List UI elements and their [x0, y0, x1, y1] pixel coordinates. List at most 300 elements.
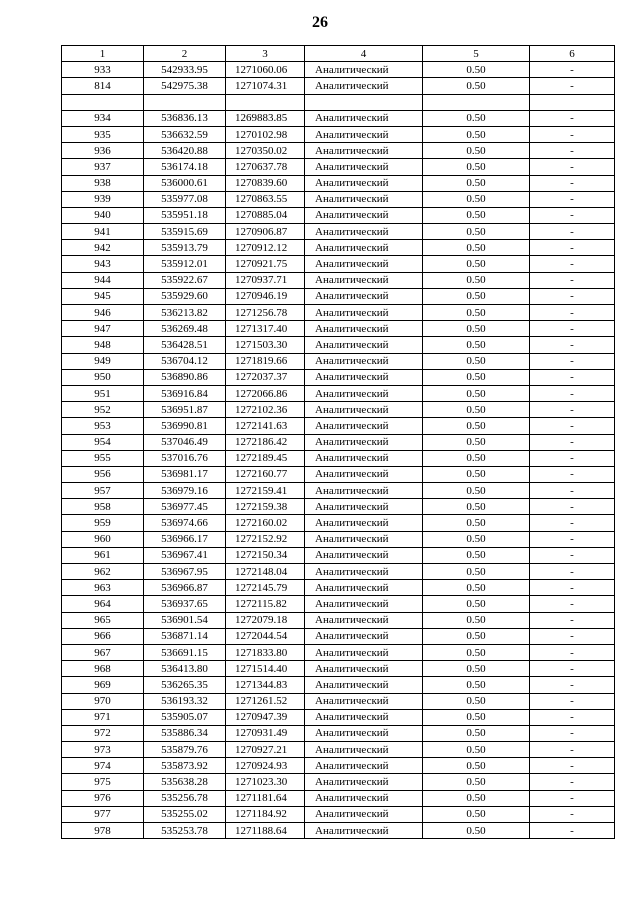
note-cell: -: [530, 499, 615, 515]
x-coordinate-cell: 535977.08: [144, 191, 226, 207]
y-coordinate-cell: 1270863.55: [226, 191, 305, 207]
method-cell: Аналитический: [305, 564, 423, 580]
note-cell: -: [530, 758, 615, 774]
x-coordinate-cell: 536174.18: [144, 159, 226, 175]
x-coordinate-cell: 535913.79: [144, 240, 226, 256]
accuracy-cell: 0.50: [423, 337, 530, 353]
accuracy-cell: 0.50: [423, 774, 530, 790]
method-cell: Аналитический: [305, 790, 423, 806]
x-coordinate-cell: 536974.66: [144, 515, 226, 531]
point-number-cell: 944: [62, 272, 144, 288]
x-coordinate-cell: 536269.48: [144, 321, 226, 337]
accuracy-cell: 0.50: [423, 402, 530, 418]
accuracy-cell: 0.50: [423, 531, 530, 547]
table-row: [62, 175, 615, 191]
y-coordinate-cell: 1271819.66: [226, 353, 305, 369]
method-cell: Аналитический: [305, 288, 423, 304]
accuracy-cell: 0.50: [423, 288, 530, 304]
point-number-cell: 967: [62, 644, 144, 660]
note-cell: -: [530, 644, 615, 660]
note-cell: -: [530, 790, 615, 806]
y-coordinate-cell: 1271261.52: [226, 693, 305, 709]
method-cell: Аналитический: [305, 191, 423, 207]
point-number-cell: 934: [62, 110, 144, 126]
note-cell: -: [530, 78, 615, 94]
method-cell: Аналитический: [305, 62, 423, 78]
method-cell: Аналитический: [305, 806, 423, 822]
point-number-cell: 936: [62, 143, 144, 159]
point-number-cell: 938: [62, 175, 144, 191]
method-cell: Аналитический: [305, 547, 423, 563]
table-row: [62, 191, 615, 207]
point-number-cell: 939: [62, 191, 144, 207]
note-cell: -: [530, 823, 615, 839]
y-coordinate-cell: [226, 94, 305, 110]
y-coordinate-cell: 1272189.45: [226, 450, 305, 466]
accuracy-cell: 0.50: [423, 644, 530, 660]
x-coordinate-cell: 536966.17: [144, 531, 226, 547]
note-cell: -: [530, 418, 615, 434]
y-coordinate-cell: 1270921.75: [226, 256, 305, 272]
x-coordinate-cell: 536000.61: [144, 175, 226, 191]
note-cell: -: [530, 677, 615, 693]
note-cell: -: [530, 774, 615, 790]
table-row: [62, 531, 615, 547]
point-number-cell: 958: [62, 499, 144, 515]
accuracy-cell: 0.50: [423, 207, 530, 223]
x-coordinate-cell: 535929.60: [144, 288, 226, 304]
table-row: [62, 143, 615, 159]
y-coordinate-cell: 1269883.85: [226, 110, 305, 126]
x-coordinate-cell: 536916.84: [144, 385, 226, 401]
accuracy-cell: 0.50: [423, 450, 530, 466]
method-cell: Аналитический: [305, 337, 423, 353]
table-row: [62, 466, 615, 482]
x-coordinate-cell: 535879.76: [144, 742, 226, 758]
note-cell: -: [530, 385, 615, 401]
x-coordinate-cell: 536981.17: [144, 466, 226, 482]
y-coordinate-cell: 1270102.98: [226, 126, 305, 142]
method-cell: Аналитический: [305, 677, 423, 693]
accuracy-cell: 0.50: [423, 353, 530, 369]
x-coordinate-cell: 537046.49: [144, 434, 226, 450]
x-coordinate-cell: 536967.41: [144, 547, 226, 563]
y-coordinate-cell: 1270906.87: [226, 224, 305, 240]
note-cell: -: [530, 806, 615, 822]
y-coordinate-cell: 1270937.71: [226, 272, 305, 288]
point-number-cell: 961: [62, 547, 144, 563]
method-cell: Аналитический: [305, 725, 423, 741]
method-cell: Аналитический: [305, 466, 423, 482]
method-cell: Аналитический: [305, 207, 423, 223]
method-cell: Аналитический: [305, 321, 423, 337]
x-coordinate-cell: 535253.78: [144, 823, 226, 839]
note-cell: -: [530, 402, 615, 418]
note-cell: -: [530, 337, 615, 353]
point-number-cell: 945: [62, 288, 144, 304]
y-coordinate-cell: 1272186.42: [226, 434, 305, 450]
point-number-cell: 814: [62, 78, 144, 94]
table-row: [62, 78, 615, 94]
x-coordinate-cell: 542975.38: [144, 78, 226, 94]
accuracy-cell: 0.50: [423, 742, 530, 758]
accuracy-cell: 0.50: [423, 725, 530, 741]
y-coordinate-cell: 1272145.79: [226, 580, 305, 596]
x-coordinate-cell: 536871.14: [144, 628, 226, 644]
method-cell: Аналитический: [305, 612, 423, 628]
table-row: [62, 483, 615, 499]
method-cell: Аналитический: [305, 385, 423, 401]
method-cell: Аналитический: [305, 143, 423, 159]
point-number-cell: 951: [62, 385, 144, 401]
note-cell: -: [530, 612, 615, 628]
method-cell: Аналитический: [305, 580, 423, 596]
table-row: [62, 661, 615, 677]
x-coordinate-cell: [144, 94, 226, 110]
note-cell: [530, 94, 615, 110]
note-cell: -: [530, 224, 615, 240]
x-coordinate-cell: 535256.78: [144, 790, 226, 806]
table-row: [62, 628, 615, 644]
note-cell: -: [530, 693, 615, 709]
accuracy-cell: 0.50: [423, 499, 530, 515]
accuracy-cell: 0.50: [423, 483, 530, 499]
y-coordinate-cell: 1272044.54: [226, 628, 305, 644]
table-row: [62, 580, 615, 596]
x-coordinate-cell: 537016.76: [144, 450, 226, 466]
note-cell: -: [530, 515, 615, 531]
x-coordinate-cell: 536428.51: [144, 337, 226, 353]
note-cell: -: [530, 175, 615, 191]
note-cell: -: [530, 110, 615, 126]
x-coordinate-cell: 536836.13: [144, 110, 226, 126]
table-row: [62, 564, 615, 580]
method-cell: Аналитический: [305, 693, 423, 709]
y-coordinate-cell: 1270637.78: [226, 159, 305, 175]
table-row: [62, 240, 615, 256]
column-header: 4: [305, 46, 423, 62]
table-row: [62, 823, 615, 839]
table-row: [62, 644, 615, 660]
table-row: [62, 305, 615, 321]
accuracy-cell: 0.50: [423, 175, 530, 191]
table-row: [62, 806, 615, 822]
column-header: 6: [530, 46, 615, 62]
x-coordinate-cell: 535915.69: [144, 224, 226, 240]
table-row: [62, 353, 615, 369]
accuracy-cell: 0.50: [423, 159, 530, 175]
method-cell: Аналитический: [305, 823, 423, 839]
table-row: [62, 434, 615, 450]
y-coordinate-cell: 1271188.64: [226, 823, 305, 839]
method-cell: Аналитический: [305, 628, 423, 644]
y-coordinate-cell: 1270947.39: [226, 709, 305, 725]
accuracy-cell: 0.50: [423, 790, 530, 806]
table-row: [62, 272, 615, 288]
accuracy-cell: 0.50: [423, 547, 530, 563]
page-number: 26: [312, 14, 328, 31]
table-row: [62, 693, 615, 709]
method-cell: Аналитический: [305, 709, 423, 725]
note-cell: -: [530, 240, 615, 256]
method-cell: Аналитический: [305, 418, 423, 434]
method-cell: Аналитический: [305, 742, 423, 758]
y-coordinate-cell: 1271181.64: [226, 790, 305, 806]
accuracy-cell: 0.50: [423, 434, 530, 450]
x-coordinate-cell: 535873.92: [144, 758, 226, 774]
y-coordinate-cell: 1271317.40: [226, 321, 305, 337]
point-number-cell: 947: [62, 321, 144, 337]
y-coordinate-cell: 1270927.21: [226, 742, 305, 758]
table-row: [62, 612, 615, 628]
note-cell: -: [530, 256, 615, 272]
y-coordinate-cell: 1272115.82: [226, 596, 305, 612]
y-coordinate-cell: 1272079.18: [226, 612, 305, 628]
y-coordinate-cell: 1270350.02: [226, 143, 305, 159]
table-row: [62, 418, 615, 434]
accuracy-cell: 0.50: [423, 191, 530, 207]
table-row: [62, 385, 615, 401]
table-row: [62, 256, 615, 272]
y-coordinate-cell: 1271184.92: [226, 806, 305, 822]
point-number-cell: 950: [62, 369, 144, 385]
y-coordinate-cell: 1270924.93: [226, 758, 305, 774]
method-cell: Аналитический: [305, 256, 423, 272]
note-cell: -: [530, 596, 615, 612]
point-number-cell: 976: [62, 790, 144, 806]
note-cell: -: [530, 466, 615, 482]
table-row: [62, 725, 615, 741]
method-cell: Аналитический: [305, 661, 423, 677]
accuracy-cell: 0.50: [423, 564, 530, 580]
method-cell: Аналитический: [305, 515, 423, 531]
note-cell: -: [530, 288, 615, 304]
note-cell: -: [530, 709, 615, 725]
accuracy-cell: 0.50: [423, 466, 530, 482]
method-cell: Аналитический: [305, 110, 423, 126]
table-row: [62, 224, 615, 240]
x-coordinate-cell: 536413.80: [144, 661, 226, 677]
table-row: [62, 596, 615, 612]
table-row: [62, 499, 615, 515]
y-coordinate-cell: 1272037.37: [226, 369, 305, 385]
note-cell: -: [530, 159, 615, 175]
table-row: [62, 547, 615, 563]
y-coordinate-cell: 1270885.04: [226, 207, 305, 223]
accuracy-cell: 0.50: [423, 677, 530, 693]
point-number-cell: 953: [62, 418, 144, 434]
table-row: [62, 369, 615, 385]
table-row: [62, 402, 615, 418]
accuracy-cell: 0.50: [423, 305, 530, 321]
table-row: [62, 709, 615, 725]
point-number-cell: 970: [62, 693, 144, 709]
y-coordinate-cell: 1270946.19: [226, 288, 305, 304]
table-body: [62, 62, 615, 839]
point-number-cell: 937: [62, 159, 144, 175]
accuracy-cell: 0.50: [423, 693, 530, 709]
accuracy-cell: 0.50: [423, 709, 530, 725]
point-number-cell: 974: [62, 758, 144, 774]
method-cell: Аналитический: [305, 434, 423, 450]
point-number-cell: 948: [62, 337, 144, 353]
x-coordinate-cell: 536967.95: [144, 564, 226, 580]
y-coordinate-cell: 1271503.30: [226, 337, 305, 353]
method-cell: Аналитический: [305, 774, 423, 790]
note-cell: -: [530, 272, 615, 288]
note-cell: -: [530, 62, 615, 78]
y-coordinate-cell: 1272159.41: [226, 483, 305, 499]
point-number-cell: 933: [62, 62, 144, 78]
method-cell: Аналитический: [305, 126, 423, 142]
point-number-cell: 971: [62, 709, 144, 725]
note-cell: -: [530, 661, 615, 677]
y-coordinate-cell: 1271023.30: [226, 774, 305, 790]
note-cell: -: [530, 580, 615, 596]
point-number-cell: 956: [62, 466, 144, 482]
point-number-cell: 949: [62, 353, 144, 369]
y-coordinate-cell: 1271833.80: [226, 644, 305, 660]
x-coordinate-cell: 536193.32: [144, 693, 226, 709]
x-coordinate-cell: 535255.02: [144, 806, 226, 822]
x-coordinate-cell: 536901.54: [144, 612, 226, 628]
note-cell: -: [530, 434, 615, 450]
note-cell: -: [530, 369, 615, 385]
accuracy-cell: 0.50: [423, 596, 530, 612]
table-row: [62, 337, 615, 353]
column-header: 2: [144, 46, 226, 62]
y-coordinate-cell: 1272150.34: [226, 547, 305, 563]
note-cell: -: [530, 564, 615, 580]
point-number-cell: 935: [62, 126, 144, 142]
y-coordinate-cell: 1270839.60: [226, 175, 305, 191]
table-row: [62, 288, 615, 304]
point-number-cell: 966: [62, 628, 144, 644]
method-cell: Аналитический: [305, 224, 423, 240]
x-coordinate-cell: 535922.67: [144, 272, 226, 288]
x-coordinate-cell: 535951.18: [144, 207, 226, 223]
point-number-cell: 965: [62, 612, 144, 628]
table-row: [62, 126, 615, 142]
table-row: [62, 758, 615, 774]
table-row: [62, 450, 615, 466]
table-row: [62, 62, 615, 78]
note-cell: -: [530, 742, 615, 758]
point-number-cell: 959: [62, 515, 144, 531]
y-coordinate-cell: 1272160.02: [226, 515, 305, 531]
point-number-cell: 943: [62, 256, 144, 272]
y-coordinate-cell: 1272066.86: [226, 385, 305, 401]
note-cell: -: [530, 483, 615, 499]
point-number-cell: 954: [62, 434, 144, 450]
method-cell: Аналитический: [305, 175, 423, 191]
accuracy-cell: 0.50: [423, 515, 530, 531]
y-coordinate-cell: 1270912.12: [226, 240, 305, 256]
table-row: [62, 790, 615, 806]
note-cell: -: [530, 353, 615, 369]
method-cell: Аналитический: [305, 272, 423, 288]
accuracy-cell: 0.50: [423, 385, 530, 401]
point-number-cell: 957: [62, 483, 144, 499]
method-cell: Аналитический: [305, 78, 423, 94]
note-cell: -: [530, 126, 615, 142]
point-number-cell: 963: [62, 580, 144, 596]
x-coordinate-cell: 536979.16: [144, 483, 226, 499]
method-cell: Аналитический: [305, 644, 423, 660]
table-header-row: [62, 46, 615, 62]
accuracy-cell: 0.50: [423, 110, 530, 126]
table-row: [62, 94, 615, 110]
accuracy-cell: 0.50: [423, 321, 530, 337]
y-coordinate-cell: 1271344.83: [226, 677, 305, 693]
point-number-cell: 972: [62, 725, 144, 741]
accuracy-cell: 0.50: [423, 62, 530, 78]
table-row: [62, 515, 615, 531]
point-number-cell: 960: [62, 531, 144, 547]
note-cell: -: [530, 547, 615, 563]
y-coordinate-cell: 1272141.63: [226, 418, 305, 434]
point-number-cell: 955: [62, 450, 144, 466]
x-coordinate-cell: 542933.95: [144, 62, 226, 78]
accuracy-cell: 0.50: [423, 823, 530, 839]
x-coordinate-cell: 536213.82: [144, 305, 226, 321]
x-coordinate-cell: 535905.07: [144, 709, 226, 725]
method-cell: Аналитический: [305, 402, 423, 418]
point-number-cell: 964: [62, 596, 144, 612]
point-number-cell: 952: [62, 402, 144, 418]
note-cell: -: [530, 305, 615, 321]
x-coordinate-cell: 536265.35: [144, 677, 226, 693]
y-coordinate-cell: 1271514.40: [226, 661, 305, 677]
x-coordinate-cell: 536966.87: [144, 580, 226, 596]
note-cell: -: [530, 143, 615, 159]
y-coordinate-cell: 1272148.04: [226, 564, 305, 580]
method-cell: Аналитический: [305, 483, 423, 499]
y-coordinate-cell: 1272159.38: [226, 499, 305, 515]
accuracy-cell: 0.50: [423, 224, 530, 240]
y-coordinate-cell: 1271256.78: [226, 305, 305, 321]
accuracy-cell: 0.50: [423, 78, 530, 94]
y-coordinate-cell: 1271060.06: [226, 62, 305, 78]
y-coordinate-cell: 1272160.77: [226, 466, 305, 482]
point-number-cell: 962: [62, 564, 144, 580]
note-cell: -: [530, 191, 615, 207]
x-coordinate-cell: 536704.12: [144, 353, 226, 369]
x-coordinate-cell: 535886.34: [144, 725, 226, 741]
point-number-cell: 940: [62, 207, 144, 223]
accuracy-cell: 0.50: [423, 661, 530, 677]
table-row: [62, 677, 615, 693]
x-coordinate-cell: 536937.65: [144, 596, 226, 612]
table-row: [62, 774, 615, 790]
x-coordinate-cell: 536951.87: [144, 402, 226, 418]
accuracy-cell: 0.50: [423, 126, 530, 142]
accuracy-cell: 0.50: [423, 612, 530, 628]
accuracy-cell: 0.50: [423, 580, 530, 596]
point-number-cell: 946: [62, 305, 144, 321]
method-cell: Аналитический: [305, 499, 423, 515]
note-cell: -: [530, 628, 615, 644]
coordinates-table: [61, 45, 615, 839]
note-cell: -: [530, 321, 615, 337]
accuracy-cell: 0.50: [423, 806, 530, 822]
table-row: [62, 110, 615, 126]
table-row: [62, 207, 615, 223]
x-coordinate-cell: 536890.86: [144, 369, 226, 385]
point-number-cell: 973: [62, 742, 144, 758]
method-cell: Аналитический: [305, 758, 423, 774]
column-header: 5: [423, 46, 530, 62]
